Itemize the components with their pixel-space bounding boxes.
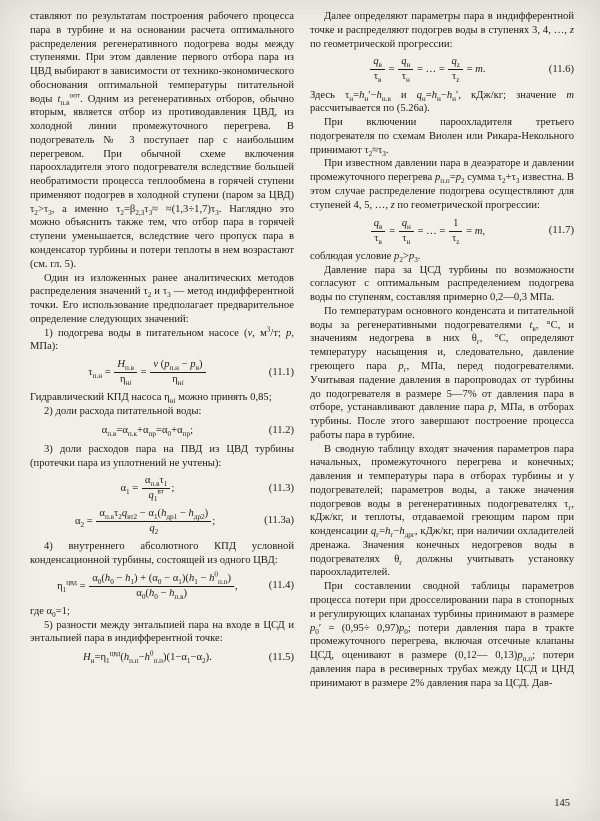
equation xyxy=(310,218,574,245)
equation-body: $\tau_{п.н}$ = $\frac{H_{п.в}}{\eta_{нi}}$ = $\frac{v (p_{п.н} - p_в)}{\eta_{нi}}$ xyxy=(30,359,265,386)
paragraph: В сводную таблицу входят значения параметров пара начальных, промежуточного перегрева и конечных; давления и температуры пара в отборах турбины и у подогревателей; параметров воды, а также значения подогревов воды в регенеративных подогревателях $\tau_г$, кДж/кг, и теплоты, отдаваемой греющим паром при конденсации $q_г=h_г-h_{дрг}$, кДж/кг, при наличии охладителей дренажа. Значения конечных недогревов воды в подогревателях $\theta_г$ должны учитывать установку пароохладителей. xyxy=(310,443,574,579)
paragraph: 3) доли расходов пара на ПВД из ЦВД турбины (протечки пара из уплотнений не учтены): xyxy=(30,443,294,469)
equation-body: $\alpha_1$ = $\frac{\alpha_{п.в}\tau_1}{q_1^{вт}}$ ; xyxy=(120,475,175,504)
paragraph: Гидравлический КПД насоса $\eta_{нi}$ можно принять 0,85; xyxy=(30,392,272,406)
paragraph: соблюдая условие $p_2>p_3$. xyxy=(310,250,421,264)
paragraph: По температурам основного конденсата и питательной воды за регенеративными подогревателями $t_в$, °С, и значениям недогрева в них $\theta_г$, °С, определяют температуру насыщения и, следовательно, давление греющего пара $p_г$, МПа, перед подогревателями. Учитывая падение давления в паропроводах от турбины до подогревателя в размере 5—7% от давления пара в отборе, устанавливают давление пара p, МПа, в отборах турбины. После этого завершают построение процесса работы пара в турбине. xyxy=(310,305,574,441)
paragraph: Здесь $\tau_н=h_н'-h_{н.в}$ и $q_н=h_н-h_н'$, кДж/кг; значение m рассчитывается по (5.26а). xyxy=(310,89,575,115)
equation-body: $\eta_1^{цвд}$ = $\frac{\alpha_0(h_0 - h_1) + (\alpha_0 - \alpha_1)(h_1 - h^0_{п.п})}{\alpha_0(h_0 - h_{п.в})}$ , xyxy=(57,570,238,601)
equation-number: (11.3) xyxy=(268,483,294,495)
left-column xyxy=(30,10,294,690)
equation xyxy=(30,475,294,502)
paragraph: При включении пароохладителя третьего подогревателя по схемам Виолен или Рикара-Некольного принимают $\tau_2\approx\tau_3$. xyxy=(310,117,574,158)
equation-body: $\frac{q_в}{\tau_в}$ = $\frac{q_н}{\tau_н}$ = … = $\frac{q_z}{\tau_z}$ = m. xyxy=(310,56,545,83)
equation xyxy=(30,359,294,386)
equation-number: (11.1) xyxy=(268,366,294,378)
equation-body: $\alpha_{п.в}=\alpha_{п.к}+\alpha_{пр}=\alpha_0+\alpha_{пр}$; xyxy=(101,425,194,439)
equation xyxy=(30,570,294,601)
paragraph: 1) подогрева воды в питательном насосе (v, $м^3/т$; p, МПа): xyxy=(30,325,294,353)
paragraph: Один из изложенных ранее аналитических методов распределения значений $\tau_2$ и $\tau_3$ — метод индифферентной точки. Его использование предполагает предварительное определение следующих значений: xyxy=(30,272,294,325)
equation xyxy=(30,424,294,438)
equation-body: $H_и=\eta_1^{цвд}(h_{п.п}-h^0_{п.п})(1-\alpha_1-\alpha_2)$. xyxy=(82,649,212,666)
equation-number: (11.5) xyxy=(268,652,294,664)
paragraph: ставляют по результатам построения рабочего процесса пара в турбине и на основании расчета оптимального распределения регенеративного подогрева воды между ступенями. При этом давление первого отбора пара из ЦВД выбирают в зависимости от технико-экономического обоснования оптимальной температуры питательной воды $t_{п.в}^{опт}$. Одним из регенеративных отборов, обычно вторым, является отбор из противодавления ЦВД, из холодной линии промежуточного перегрева. В подогреватель № 3 поступает пар с наибольшим перегревом. При обычной схеме включения пароохладителя этого подогревателя вследствие большей необратимости процесса теплообмена в горячей ступени применяют подогрев в холодной ступени (паром за ЦВД) $\tau_2>\tau_3$, а именно $\tau_2=\beta_{2,3}\tau_3\approx \approx(1,3\div 1,7)\tau_3$. Наглядно это можно объяснить также тем, что отбор пара в горячей ступени уменьшается, вследствие чего пропуск пара в конденсатор турбины и потери теплоты в нем возрастают (см. гл. 5). xyxy=(30,11,294,270)
paragraph: 2) доли расхода питательной воды: xyxy=(44,406,202,418)
page-number: 145 xyxy=(554,798,570,809)
paragraph: Давление пара за ЦСД турбины по возможности согласуют с оптимальным распределением подогрева воды по ступеням, составляя примерно 0,2—0,3 МПа. xyxy=(310,264,574,304)
equation-number: (11.4) xyxy=(268,580,294,592)
paragraph: 4) внутреннего абсолютного КПД условной конденсационной турбины, состоящей из одного ЦВД: xyxy=(30,541,294,566)
paragraph: где $\alpha_0=1$; xyxy=(30,605,70,619)
paragraph: При известном давлении пара в деаэраторе и давлении промежуточного перегрева $p_{п.п}=p_2$ сумма $\tau_2+\tau_3$ известна. В этом случае распределение подогрева осуществляют для ступеней 4, 5, …, z по геометрической прогрессии: xyxy=(310,158,575,211)
equation-body: $\alpha_2$ = $\frac{\alpha_{п.в}\tau_2q_{вт2} - \alpha_1(h_{др1} - h_{др2})}{q_2}$ ; xyxy=(74,507,216,536)
paragraph: 5) разности между энтальпией пара на входе в ЦСД и энтальпией пара в индифферентной точке: xyxy=(30,619,294,645)
equation xyxy=(30,508,294,535)
paragraph: Далее определяют параметры пара в индифферентной точке и распределяют подогрев воды в ступенях 3, 4, …, z по геометрической прогрессии: xyxy=(310,11,574,50)
two-column-layout xyxy=(30,10,574,690)
equation-number: (11.3а) xyxy=(264,515,294,527)
equation-number: (11.6) xyxy=(548,64,574,76)
paragraph: При составлении сводной таблицы параметров процесса потери при дросселировании пара в стопорных и регулирующих клапанах турбины принимают в размере $p_0' = (0,95\div 0,97)p_0$; потери давления пара в тракте промежуточного перегрева, включая отсечные клапаны ЦСД, оценивают в размере (0,12— $0,13)p_{п.п}$; потери давления пара в ресиверных трубах между ЦСД и ЦНД принимают в размере 2% давления пара за ЦСД. Дав- xyxy=(310,581,575,689)
equation xyxy=(310,56,574,83)
equation xyxy=(30,651,294,665)
equation-number: (11.2) xyxy=(268,425,294,437)
equation-body: $\frac{q_в}{\tau_в}$ = $\frac{q_н}{\tau_н}$ = … = $\frac{1}{\tau_z}$ = m, xyxy=(310,218,545,245)
equation-number: (11.7) xyxy=(548,225,574,237)
right-column xyxy=(310,10,574,690)
